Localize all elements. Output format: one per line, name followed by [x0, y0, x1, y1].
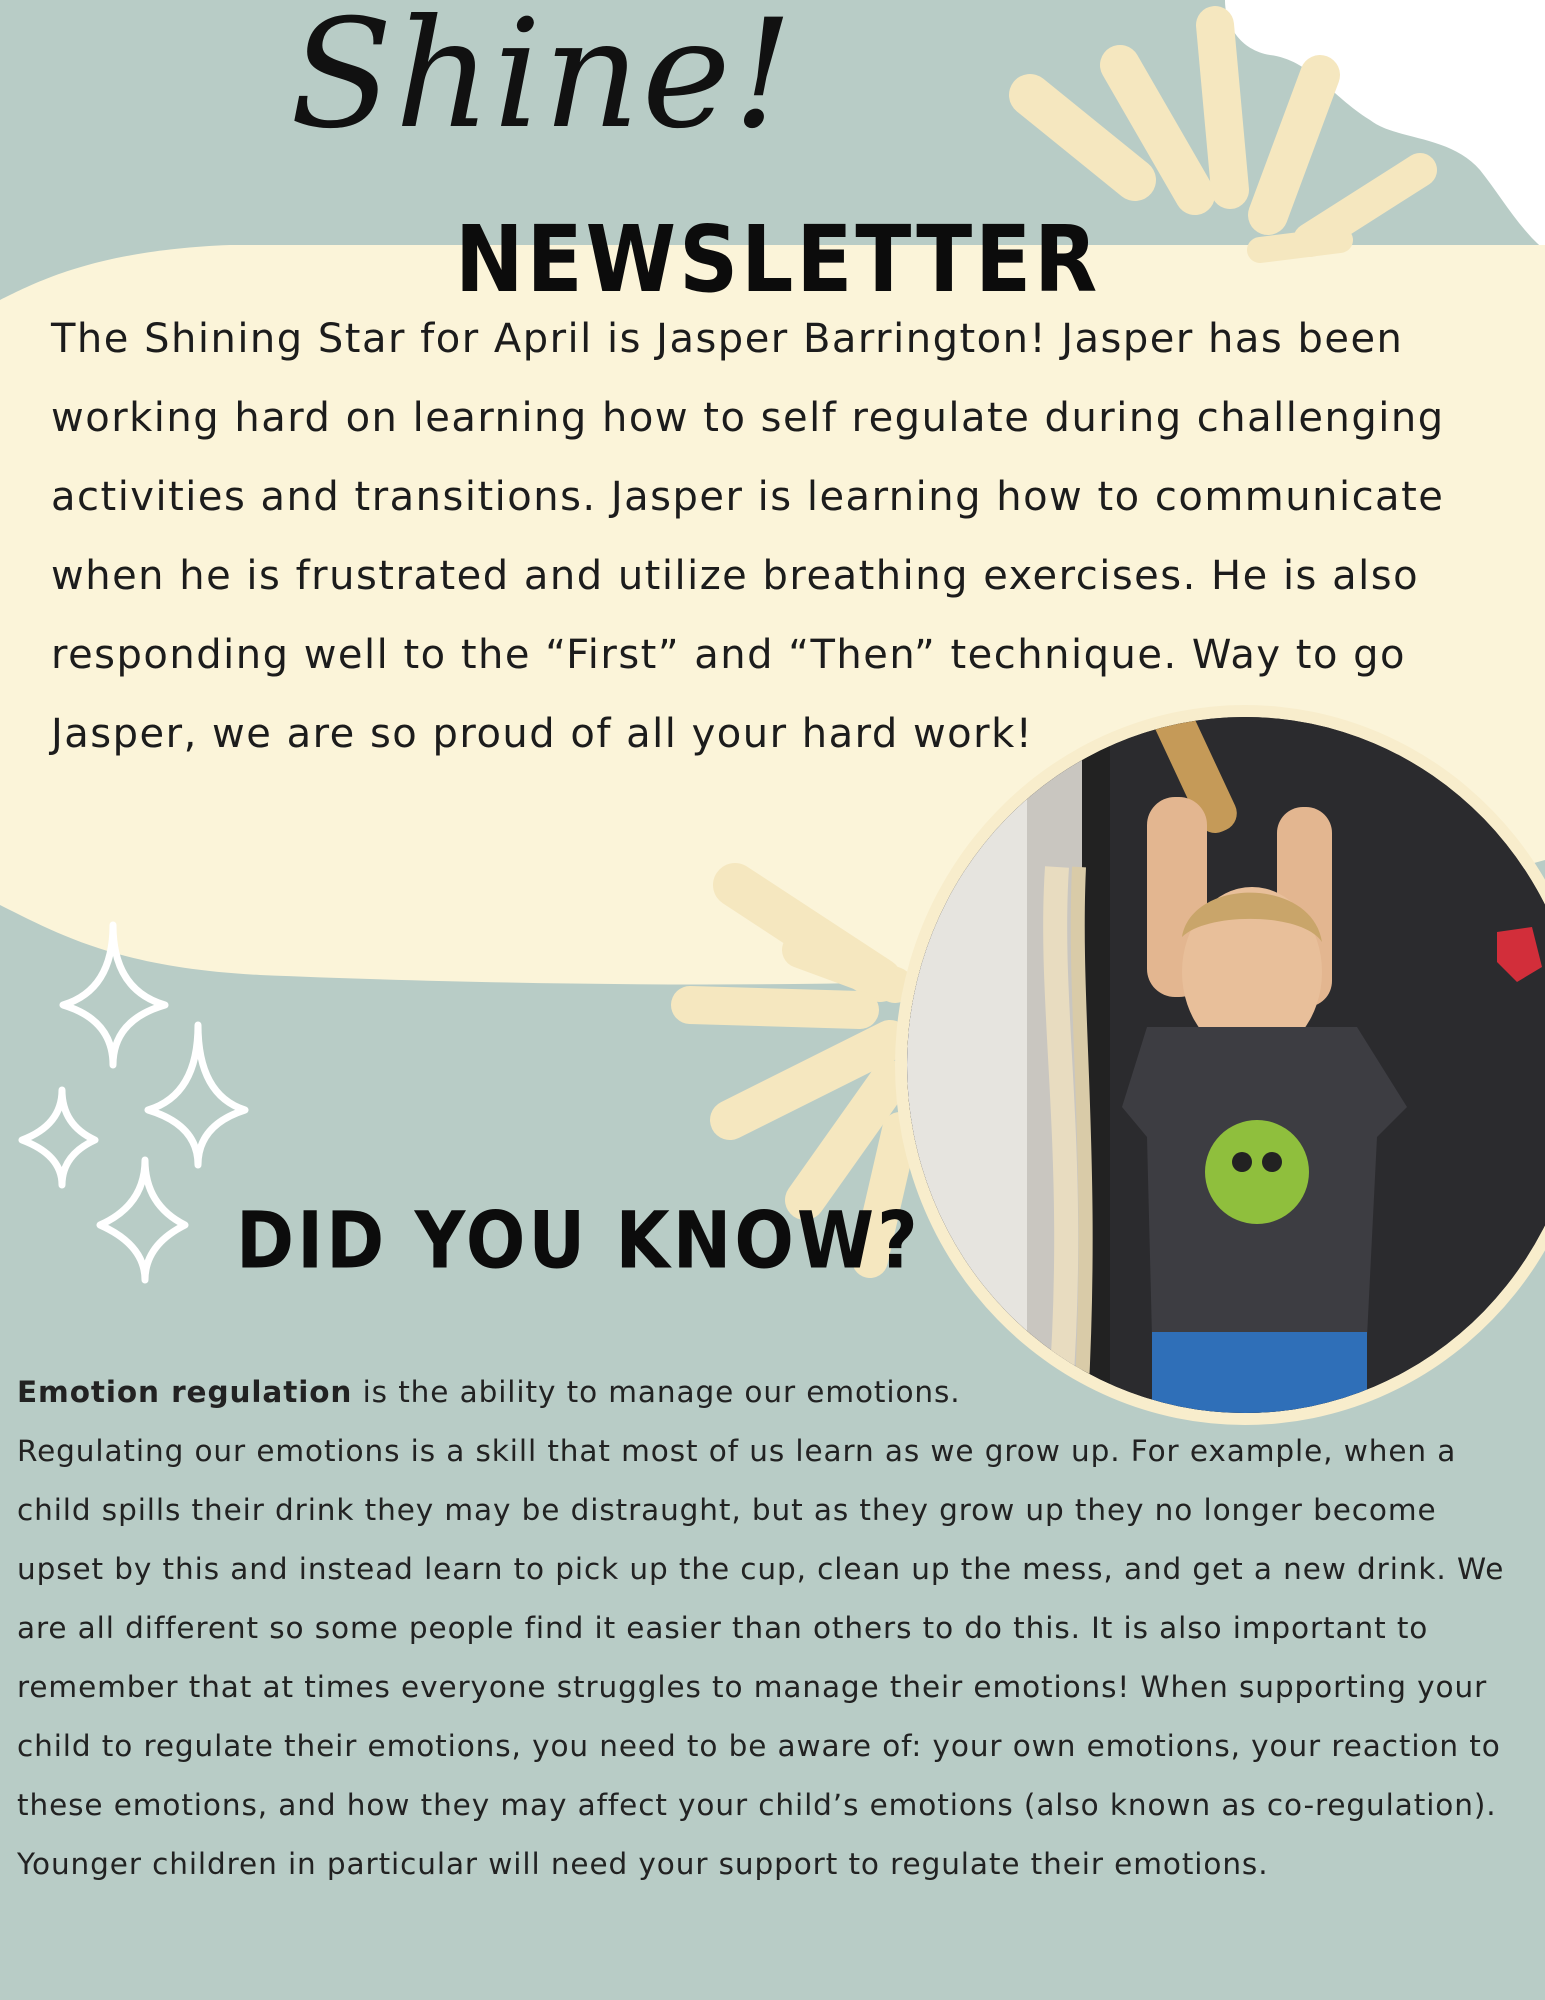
- emotion-regulation-body: Regulating our emotions is a skill that most of us learn as we grow up. For example, when a child spills their drink they may be distraught, but as they grow up they no longer become upset by this and instead learn to pick up the cup, clean up the mess, and get a new drink. We are all different so some people find it easier than others to do this. It is also important to remember that at times everyone struggles to manage their emotions! When supporting your child to regulate their emotions, you need to be aware of: your own emotions, your reaction to these emotions, and how they may affect your child’s emotions (also known as co-regulation). Younger children in particular will need your support to regulate their emotions.: [17, 1434, 1505, 1881]
- emotion-regulation-term: Emotion regulation: [17, 1375, 353, 1409]
- sparkle-icon: [22, 1090, 95, 1185]
- did-you-know-title: DID YOU KNOW?: [236, 1194, 921, 1287]
- sparkle-icon: [148, 1025, 245, 1165]
- emotion-regulation-text: [17, 1363, 1532, 1894]
- sparkle-icons: [22, 925, 245, 1280]
- emotion-regulation-definition: is the ability to manage our emotions.: [352, 1375, 961, 1409]
- script-title: Shine!: [290, 0, 795, 162]
- sparkle-icon: [100, 1160, 185, 1280]
- shining-star-paragraph: The Shining Star for April is Jasper Barrington! Jasper has been working hard on learning how to self regulate during challenging activities and transitions. Jasper is learning how to communicate when he is frustrated and utilize breathing exercises. He is also responding well to the “First” and “Then” technique. Way to go Jasper, we are so proud of all your hard work!: [51, 316, 1445, 757]
- newsletter-title: NEWSLETTER: [455, 207, 1101, 314]
- child-photo-icon: [907, 717, 1545, 1425]
